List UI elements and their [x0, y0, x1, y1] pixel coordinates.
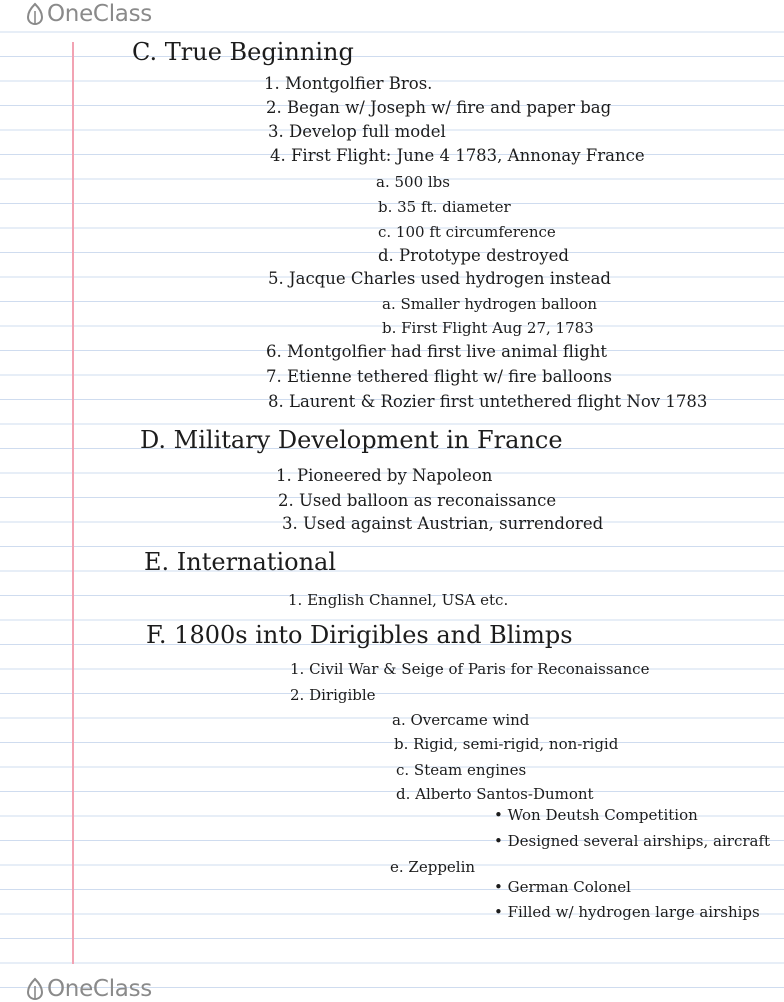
- note-item: 3. Develop full model: [268, 122, 446, 141]
- leaf-icon: [24, 2, 46, 26]
- note-subitem: b. 35 ft. diameter: [378, 198, 511, 216]
- note-subitem: a. Overcame wind: [392, 711, 530, 729]
- note-item: 3. Used against Austrian, surrendored: [282, 514, 604, 533]
- leaf-icon: [24, 977, 46, 1001]
- note-item: 1. Pioneered by Napoleon: [276, 466, 493, 485]
- note-subitem: a. 500 lbs: [376, 173, 450, 191]
- note-subitem: c. 100 ft circumference: [378, 223, 556, 241]
- section-heading-e: E. International: [144, 548, 337, 576]
- note-subitem: a. Smaller hydrogen balloon: [382, 295, 598, 313]
- note-subitem: d. Prototype destroyed: [378, 246, 569, 265]
- section-heading-f: F. 1800s into Dirigibles and Blimps: [146, 621, 573, 649]
- oneclass-logo-top: [24, 1, 152, 27]
- note-item: 4. First Flight: June 4 1783, Annonay France: [270, 146, 645, 165]
- bullet-text: Won Deutsh Competition: [507, 806, 698, 824]
- bullet-item: [494, 808, 698, 823]
- note-item: 1. Civil War & Seige of Paris for Reconaissance: [290, 660, 650, 678]
- note-subitem: d. Alberto Santos-Dumont: [396, 785, 594, 803]
- bullet-item: [494, 834, 770, 849]
- note-item: 1. English Channel, USA etc.: [288, 591, 509, 609]
- bullet-dot: •: [494, 878, 508, 896]
- section-heading-c: C. True Beginning: [132, 38, 354, 66]
- bullet-text: German Colonel: [507, 878, 631, 896]
- bullet-dot: •: [494, 832, 508, 850]
- note-item: 7. Etienne tethered flight w/ fire balloons: [266, 367, 612, 386]
- note-item: 6. Montgolfier had first live animal flight: [266, 342, 607, 361]
- bullet-text: Designed several airships, aircraft: [507, 832, 771, 850]
- note-item: 8. Laurent & Rozier first untethered flight Nov 1783: [268, 392, 708, 411]
- bullet-text: Filled w/ hydrogen large airships: [507, 903, 760, 921]
- note-item: 2. Used balloon as reconaissance: [278, 491, 557, 510]
- note-item: 5. Jacque Charles used hydrogen instead: [268, 269, 611, 288]
- bullet-dot: •: [494, 806, 508, 824]
- bullet-item: [494, 905, 760, 920]
- brand-name: OneClass: [47, 1, 152, 27]
- note-subitem: b. First Flight Aug 27, 1783: [382, 319, 594, 337]
- note-item: 1. Montgolfier Bros.: [264, 74, 433, 93]
- bullet-item: [494, 880, 631, 895]
- margin-line: [72, 42, 74, 964]
- section-heading-d: D. Military Development in France: [140, 426, 563, 454]
- bullet-dot: •: [494, 903, 508, 921]
- note-item: 2. Dirigible: [290, 686, 376, 704]
- note-subitem: c. Steam engines: [396, 761, 527, 779]
- brand-name: OneClass: [47, 976, 152, 1002]
- note-subitem: b. Rigid, semi-rigid, non-rigid: [394, 735, 619, 753]
- oneclass-logo-bottom: [24, 976, 152, 1002]
- note-subitem: e. Zeppelin: [390, 858, 476, 876]
- note-item: 2. Began w/ Joseph w/ fire and paper bag: [266, 98, 612, 117]
